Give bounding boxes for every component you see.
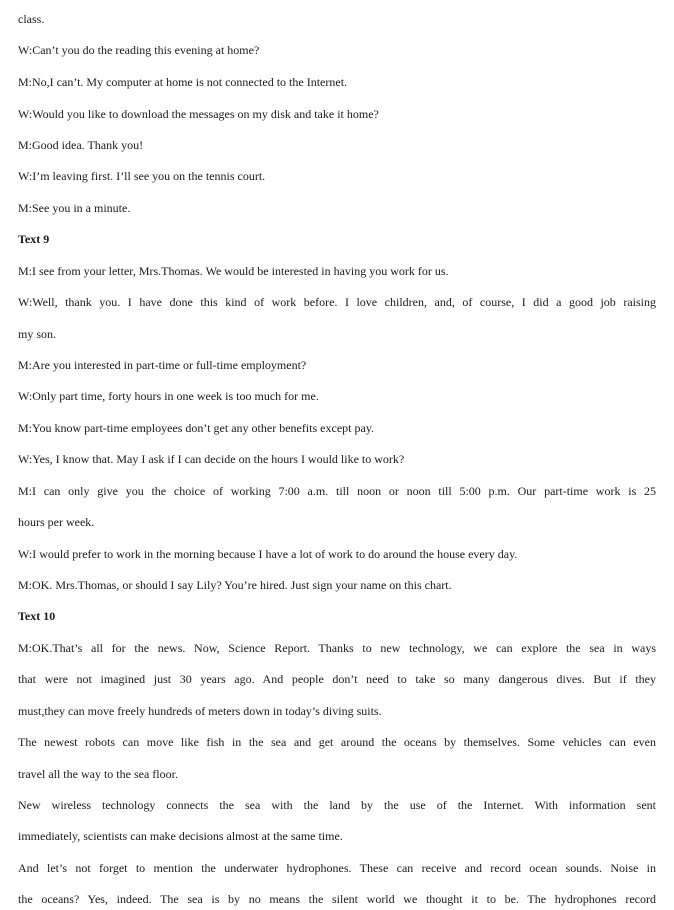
text-line: M:OK. Mrs.Thomas, or should I say Lily? You’re hired. Just sign your name on this chart.	[18, 578, 452, 592]
text-line: W:I would prefer to work in the morning because I have a lot of work to do around the house every day.	[18, 547, 518, 561]
text-line: hours per week.	[18, 515, 95, 529]
text-line: M:I see from your letter, Mrs.Thomas. We would be interested in having you work for us.	[18, 264, 449, 278]
text-line: my son.	[18, 327, 57, 341]
text-line: W:Can’t you do the reading this evening at home?	[18, 43, 260, 57]
text-line: M:I can only give you the choice of working 7:00 a.m. till noon or noon till 5:00 p.m. Our part-time work is 25	[18, 484, 656, 498]
text-line: M:No,I can’t. My computer at home is not connected to the Internet.	[18, 75, 348, 89]
text-line: M:OK.That’s all for the news. Now, Science Report. Thanks to new technology, we can explore the sea in ways	[18, 641, 656, 655]
text-line: New wireless technology connects the sea with the land by the use of the Internet. With information sent	[18, 798, 656, 812]
text-line: W:Well, thank you. I have done this kind of work before. I love children, and, of course, I did a good job raising	[18, 295, 656, 309]
section-heading: Text 10	[18, 609, 56, 623]
section-heading: Text 9	[18, 232, 50, 246]
text-line: M:See you in a minute.	[18, 201, 131, 215]
text-line: the oceans? Yes, indeed. The sea is by no means the silent world we thought it to be. The hydrophones record	[18, 892, 656, 906]
text-line: W:I’m leaving first. I’ll see you on the tennis court.	[18, 169, 266, 183]
text-line: W:Would you like to download the messages on my disk and take it home?	[18, 107, 379, 121]
text-line: M:Good idea. Thank you!	[18, 138, 144, 152]
text-line: The newest robots can move like fish in the sea and get around the oceans by themselves. Some vehicles can even	[18, 735, 656, 749]
text-line: W:Only part time, forty hours in one week is too much for me.	[18, 389, 319, 403]
text-line: W:Yes, I know that. May I ask if I can decide on the hours I would like to work?	[18, 452, 405, 466]
text-line: must,they can move freely hundreds of meters down in today’s diving suits.	[18, 704, 382, 718]
text-line: M:You know part-time employees don’t get any other benefits except pay.	[18, 421, 375, 435]
text-line: M:Are you interested in part-time or full-time employment?	[18, 358, 307, 372]
text-line: immediately, scientists can make decisions almost at the same time.	[18, 829, 343, 843]
text-line: And let’s not forget to mention the underwater hydrophones. These can receive and record ocean sounds. Noise in	[18, 861, 656, 875]
text-line: that were not imagined just 30 years ago. And people don’t need to take so many dangerous dives. But if they	[18, 672, 656, 686]
text-line: travel all the way to the sea floor.	[18, 767, 178, 781]
text-line: class.	[18, 12, 45, 26]
